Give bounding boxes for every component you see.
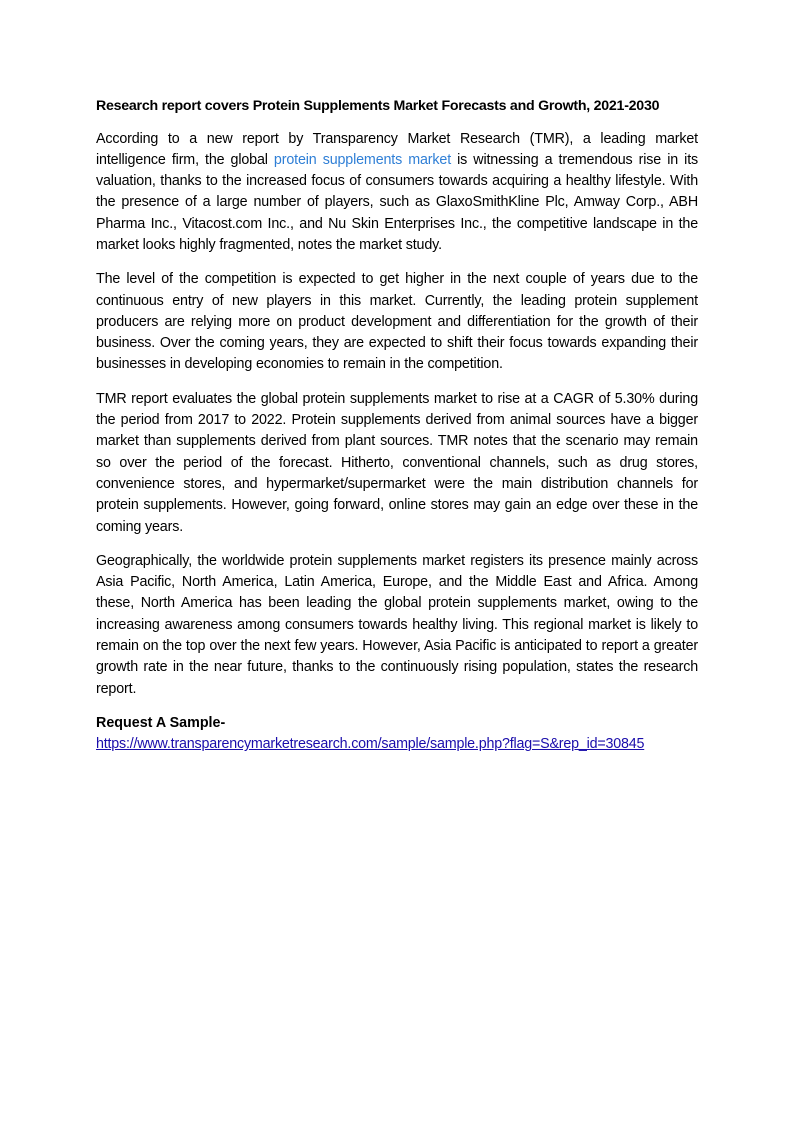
document-page: [96, 96, 698, 756]
paragraph-cagr: TMR report evaluates the global protein supplements market to rise at a CAGR of 5.30% during the period from 2017 to 2022. Protein supplements derived from animal sources have a bigger market than supplements derived from plant sources. TMR notes that the scenario may remain so over the period of the forecast. Hitherto, conventional channels, such as drug stores, convenience stores, and hypermarket/supermarket were the main distribution channels for protein supplements. However, going forward, online stores may gain an edge over these in the coming years.: [96, 390, 698, 535]
paragraph-intro: [96, 129, 698, 257]
protein-supplements-market-link[interactable]: protein supplements market: [273, 151, 452, 168]
paragraph-intro-text-before: According to a new report by Transparency Market Research (TMR), a leading market intelligence firm, the global: [96, 130, 698, 168]
paragraph-geography: Geographically, the worldwide protein supplements market registers its presence mainly across Asia Pacific, North America, Latin America, Europe, and the Middle East and Africa. Among these, North America has been leading the global protein supplements market, owing to the increasing awareness among consumers towards healthy living. This regional market is likely to remain on the top over the next few years. However, Asia Pacific is anticipated to report a greater growth rate in the near future, thanks to the continuously rising population, states the research report.: [96, 552, 698, 697]
paragraph-intro-text-after: is witnessing a tremendous rise in its valuation, thanks to the increased focus of consumers towards acquiring a healthy lifestyle. With the presence of a large number of players, such as GlaxoSmithKline Plc, Amway Corp., ABH Pharma Inc., Vitacost.com Inc., and Nu Skin Enterprises Inc., the competitive landscape in the market looks highly fragmented, notes the market study.: [96, 151, 699, 253]
document-title: Research report covers Protein Supplements Market Forecasts and Growth, 2021-2030: [96, 98, 660, 114]
paragraph-competition: The level of the competition is expected to get higher in the next couple of years due to the continuous entry of new players in this market. Currently, the leading protein supplement producers are relying more on product development and differentiation for the growth of their business. Over the coming years, they are expected to shift their focus towards expanding their businesses in developing economies to remain in the competition.: [96, 271, 698, 373]
request-sample-heading: Request A Sample-: [96, 714, 226, 731]
request-sample-link[interactable]: https://www.transparencymarketresearch.com/sample/sample.php?flag=S&rep_id=30845: [96, 736, 645, 753]
